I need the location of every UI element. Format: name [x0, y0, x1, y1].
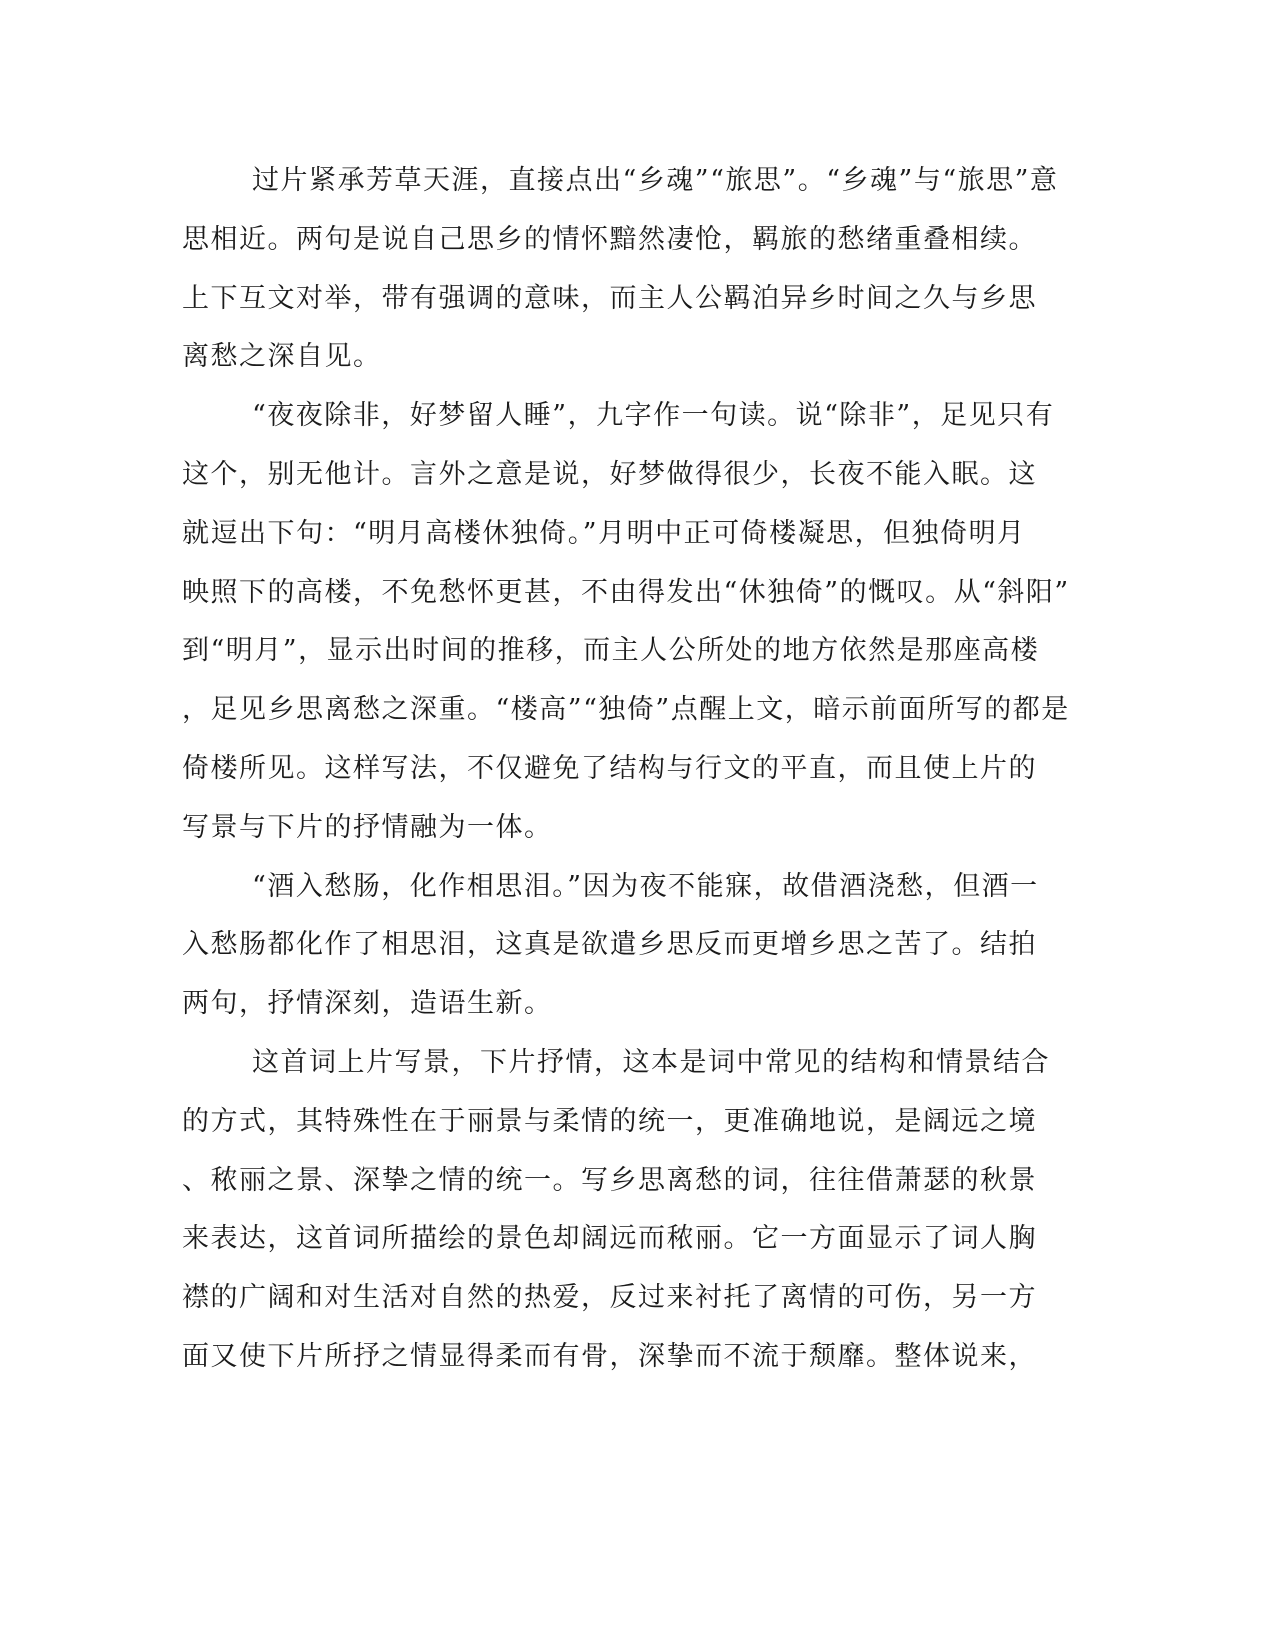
paragraph-line: 离愁之深自见。 — [182, 341, 382, 373]
paragraph-4 — [182, 1034, 1062, 1387]
paragraph-line: 倚楼所见。这样写法，不仅避免了结构与行文的平直，而且使上片的 — [182, 752, 1037, 784]
paragraph-line: 这个，别无他计。言外之意是说，好梦做得很少，长夜不能入眠。这 — [182, 458, 1037, 490]
paragraph-line: 、秾丽之景、深挚之情的统一。写乡思离愁的词，往往借萧瑟的秋景 — [182, 1164, 1037, 1196]
paragraph-line: 来表达，这首词所描绘的景色却阔远而秾丽。它一方面显示了词人胸 — [182, 1223, 1037, 1255]
paragraph-line: 就逗出下句：“明月高楼休独倚。”月明中正可倚楼凝思，但独倚明月 — [182, 517, 1026, 549]
paragraph-line: 的方式，其特殊性在于丽景与柔情的统一，更准确地说，是阔远之境 — [182, 1105, 1037, 1137]
paragraph-line: “酒入愁肠，化作相思泪。”因为夜不能寐，故借酒浇愁，但酒一 — [252, 870, 1039, 902]
paragraph-line: 写景与下片的抒情融为一体。 — [182, 811, 553, 843]
paragraph-3 — [182, 858, 1062, 1034]
paragraph-line: ，足见乡思离愁之深重。“楼高”“独倚”点醒上文，暗示前面所写的都是 — [182, 694, 1070, 726]
paragraph-2 — [182, 387, 1070, 857]
paragraph-line: 过片紧承芳草天涯，直接点出“乡魂”“旅思”。“乡魂”与“旅思”意 — [252, 165, 1059, 196]
document-body — [182, 152, 1070, 1387]
paragraph-line: 入愁肠都化作了相思泪，这真是欲遣乡思反而更增乡思之苦了。结拍 — [182, 929, 1037, 961]
paragraph-line: 这首词上片写景，下片抒情，这本是词中常见的结构和情景结合 — [252, 1046, 1050, 1078]
paragraph-line: 思相近。两句是说自己思乡的情怀黯然凄怆，羁旅的愁绪重叠相续。 — [182, 223, 1037, 255]
paragraph-line: “夜夜除非，好梦留人睡”，九字作一句读。说“除非”，足见只有 — [252, 400, 1055, 432]
paragraph-line: 上下互文对举，带有强调的意味，而主人公羁泊异乡时间之久与乡思 — [182, 282, 1037, 314]
paragraph-line: 面又使下片所抒之情显得柔而有骨，深挚而不流于颓靡。整体说来， — [182, 1340, 1037, 1372]
paragraph-line: 两句，抒情深刻，造语生新。 — [182, 988, 553, 1020]
paragraph-line: 映照下的高楼，不免愁怀更甚，不由得发出“休独倚”的慨叹。从“斜阳” — [182, 576, 1070, 608]
paragraph-1 — [182, 152, 1062, 387]
paragraph-line: 襟的广阔和对生活对自然的热爱，反过来衬托了离情的可伤，另一方 — [182, 1282, 1037, 1314]
paragraph-line: 到“明月”，显示出时间的推移，而主人公所处的地方依然是那座高楼 — [182, 635, 1040, 667]
